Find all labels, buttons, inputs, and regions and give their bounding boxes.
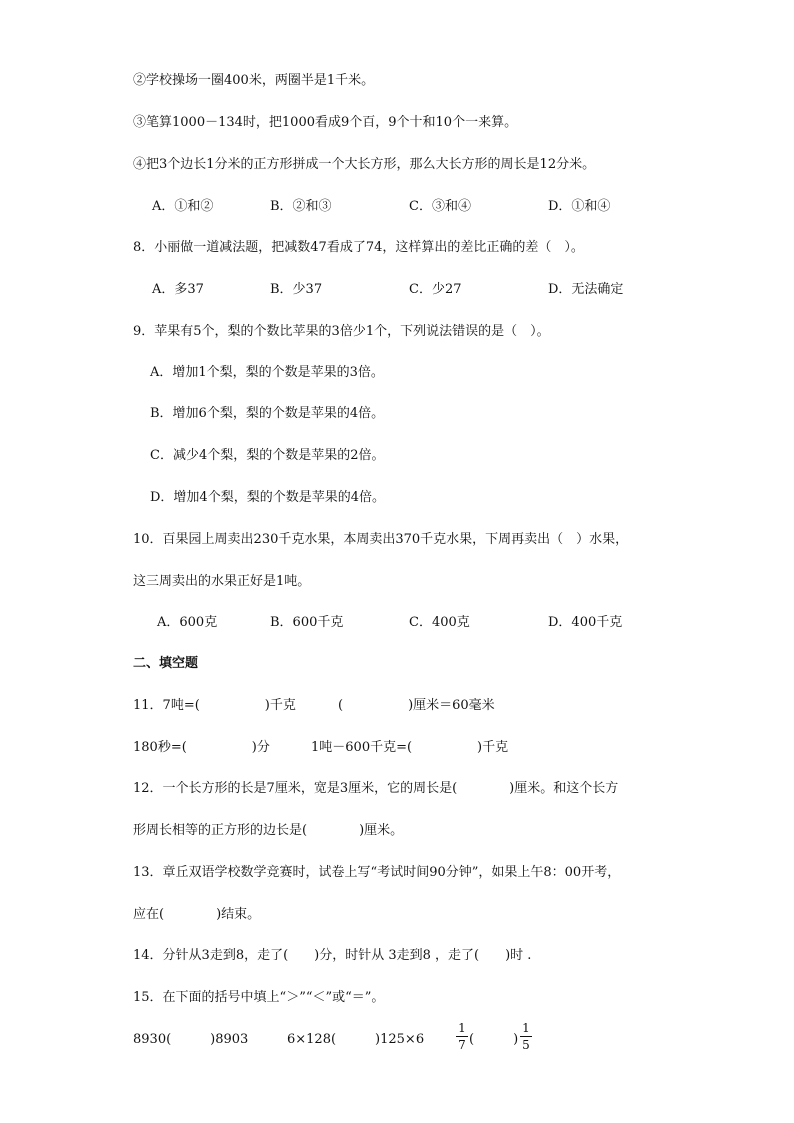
- q7-option-a[interactable]: A．①和②: [152, 199, 214, 214]
- q11-line1-left: 11．7吨=( )千克: [133, 698, 296, 713]
- q15-fraction-1: [456, 1021, 468, 1052]
- q12-line2: 形周长相等的正方形的边长是( )厘米。: [133, 823, 404, 838]
- q15-item-1: 8930( )8903: [133, 1032, 249, 1047]
- fraction-1-bar: [456, 1036, 468, 1037]
- fraction-2-numerator: 1: [522, 1021, 530, 1035]
- q10-option-b[interactable]: B．600千克: [270, 615, 344, 630]
- q8-option-d[interactable]: D．无法确定: [548, 282, 624, 297]
- q7-option-b[interactable]: B．②和③: [270, 199, 332, 214]
- q12-line1: 12．一个长方形的长是7厘米，宽是3厘米，它的周长是( )厘米。和这个长方: [133, 781, 619, 796]
- fraction-2-denominator: 5: [522, 1038, 530, 1052]
- q13-line2: 应在( )结束。: [133, 907, 261, 922]
- q15-item-3-paren: ( ): [469, 1032, 519, 1047]
- q11-line2-left: 180秒=( )分: [133, 740, 270, 755]
- q9-stem: 9．苹果有5个，梨的个数比苹果的3倍少1个，下列说法错误的是（ ）。: [133, 324, 550, 339]
- q10-option-a[interactable]: A．600克: [157, 615, 218, 630]
- q10-stem-line1: 10．百果园上周卖出230千克水果，本周卖出370千克水果，下周再卖出（ ）水果，: [133, 532, 629, 547]
- q8-option-b[interactable]: B．少37: [270, 282, 323, 297]
- q15-fraction-2: [520, 1021, 532, 1052]
- fraction-2-bar: [520, 1036, 532, 1037]
- q10-option-c[interactable]: C．400克: [409, 615, 470, 630]
- statement-2: ②学校操场一圈400米，两圈半是1千米。: [133, 73, 375, 88]
- q11-line2-right: 1吨－600千克=( )千克: [311, 740, 509, 755]
- q8-option-a[interactable]: A．多37: [152, 282, 204, 297]
- q11-line1-right: ( )厘米＝60毫米: [338, 698, 495, 713]
- q9-option-c[interactable]: C．减少4个梨，梨的个数是苹果的2倍。: [150, 448, 385, 463]
- q9-option-a[interactable]: A．增加1个梨，梨的个数是苹果的3倍。: [150, 365, 384, 380]
- q10-stem-line2: 这三周卖出的水果正好是1吨。: [133, 574, 311, 589]
- q7-option-d[interactable]: D．①和④: [548, 199, 611, 214]
- q7-option-c[interactable]: C．③和④: [409, 199, 471, 214]
- statement-3: ③笔算1000－134时，把1000看成9个百，9个十和10个一来算。: [133, 115, 518, 130]
- q15-stem: 15．在下面的括号中填上“＞”“＜”或“＝”。: [133, 990, 385, 1005]
- q8-stem: 8．小丽做一道减法题，把减数47看成了74，这样算出的差比正确的差（ ）。: [133, 240, 584, 255]
- q10-option-d[interactable]: D．400千克: [548, 615, 623, 630]
- statement-4: ④把3个边长1分米的正方形拼成一个大长方形，那么大长方形的周长是12分米。: [133, 157, 596, 172]
- q9-option-d[interactable]: D．增加4个梨，梨的个数是苹果的4倍。: [150, 490, 385, 505]
- q15-item-2: 6×128( )125×6: [287, 1032, 425, 1047]
- q14-stem: 14．分针从3走到8，走了( )分，时针从 3走到8 ，走了( )时 .: [133, 948, 532, 963]
- section-2-title: 二、填空题: [133, 656, 199, 671]
- fraction-1-denominator: 7: [458, 1038, 466, 1052]
- q8-option-c[interactable]: C．少27: [409, 282, 462, 297]
- fraction-1-numerator: 1: [458, 1021, 466, 1035]
- q9-option-b[interactable]: B．增加6个梨，梨的个数是苹果的4倍。: [150, 406, 385, 421]
- q13-line1: 13．章丘双语学校数学竞赛时，试卷上写“考试时间90分钟”，如果上午8：00开考，: [133, 865, 621, 880]
